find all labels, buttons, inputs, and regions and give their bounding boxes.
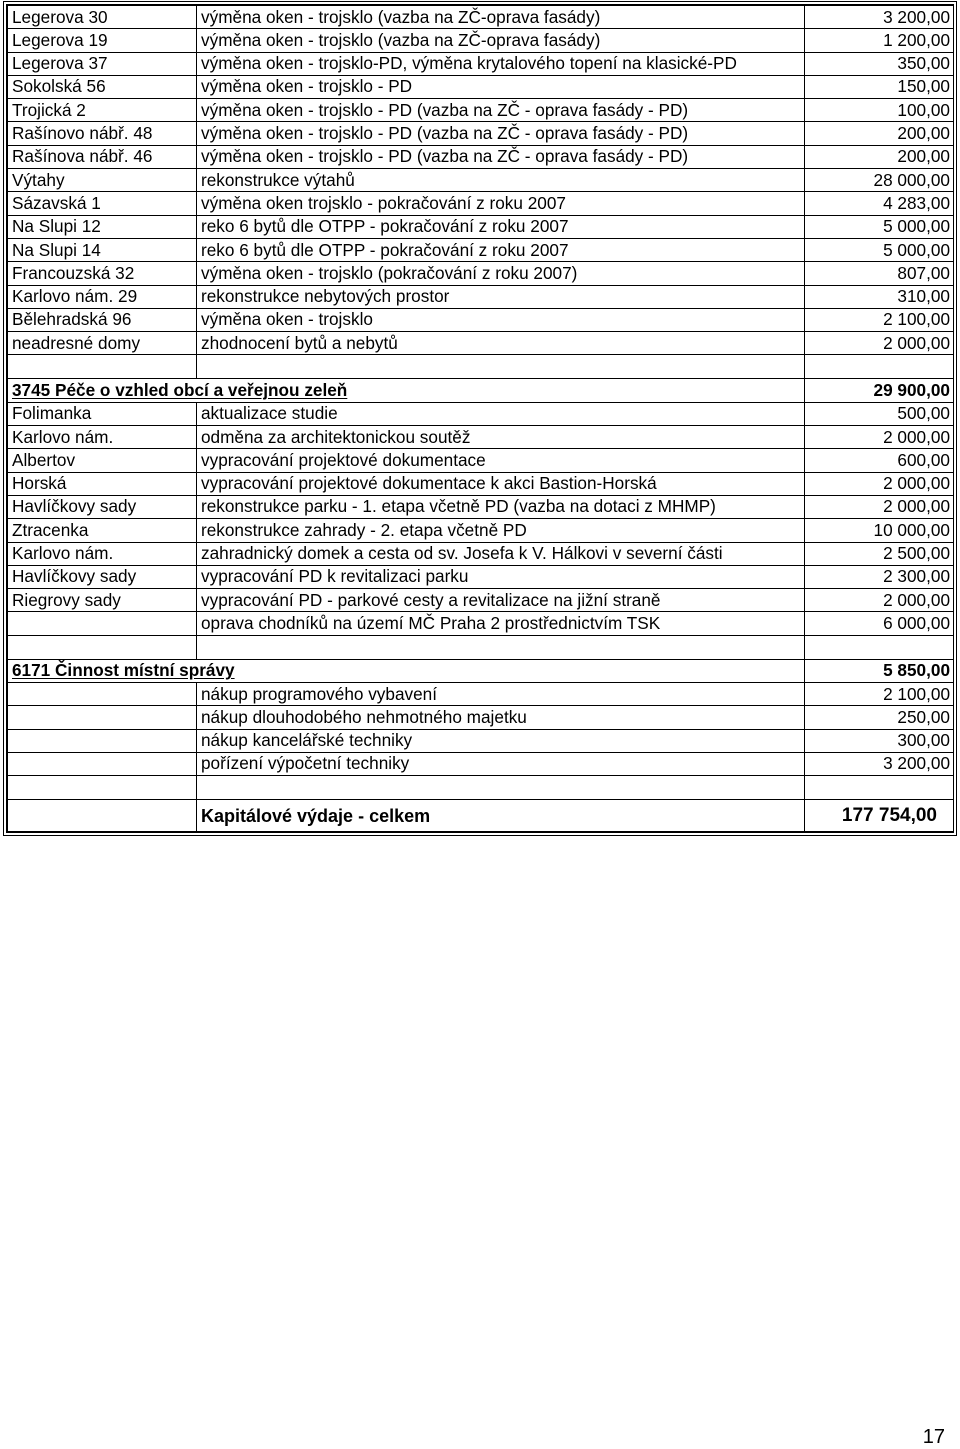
location-cell	[8, 612, 197, 635]
location-cell: Sokolská 56	[8, 75, 197, 98]
table-row	[8, 332, 954, 355]
location-cell: Folimanka	[8, 402, 197, 425]
empty-cell	[8, 355, 197, 379]
description-cell: výměna oken - trojsklo	[197, 308, 805, 331]
location-cell: Výtahy	[8, 169, 197, 192]
grand-total-row	[8, 800, 954, 832]
table-row	[8, 519, 954, 542]
amount-cell: 3 200,00	[805, 752, 954, 775]
description-cell: rekonstrukce nebytových prostor	[197, 285, 805, 308]
location-cell: Legerova 19	[8, 29, 197, 52]
description-cell: odměna za architektonickou soutěž	[197, 426, 805, 449]
description-cell: vypracování projektové dokumentace k akci Bastion-Horská	[197, 472, 805, 495]
spacer-row	[8, 355, 954, 379]
description-cell: aktualizace studie	[197, 402, 805, 425]
spacer-row	[8, 635, 954, 659]
section-header-row	[8, 659, 954, 682]
empty-cell	[8, 800, 197, 832]
amount-cell: 200,00	[805, 122, 954, 145]
table-row	[8, 285, 954, 308]
description-cell: pořízení výpočetní techniky	[197, 752, 805, 775]
amount-cell: 600,00	[805, 449, 954, 472]
location-cell	[8, 752, 197, 775]
empty-cell	[197, 635, 805, 659]
amount-cell: 28 000,00	[805, 169, 954, 192]
amount-cell: 500,00	[805, 402, 954, 425]
location-cell: Karlovo nám.	[8, 542, 197, 565]
location-cell: Na Slupi 14	[8, 238, 197, 261]
amount-cell: 2 100,00	[805, 308, 954, 331]
description-cell: výměna oken - trojsklo (vazba na ZČ-oprava fasády)	[197, 29, 805, 52]
page-number: 17	[922, 1426, 945, 1448]
grand-total-label: Kapitálové výdaje - celkem	[197, 800, 805, 832]
table-row	[8, 6, 954, 29]
amount-cell: 200,00	[805, 145, 954, 168]
location-cell: Rašínova nábř. 46	[8, 145, 197, 168]
table-row	[8, 99, 954, 122]
description-cell: reko 6 bytů dle OTPP - pokračování z roku 2007	[197, 215, 805, 238]
table-row	[8, 729, 954, 752]
table-row	[8, 29, 954, 52]
location-cell: Horská	[8, 472, 197, 495]
amount-cell: 10 000,00	[805, 519, 954, 542]
location-cell	[8, 729, 197, 752]
description-cell: výměna oken - trojsklo - PD (vazba na ZČ - oprava fasády - PD)	[197, 122, 805, 145]
table-row	[8, 215, 954, 238]
location-cell	[8, 706, 197, 729]
amount-cell: 350,00	[805, 52, 954, 75]
table-row	[8, 402, 954, 425]
spacer-row	[8, 776, 954, 800]
table-row	[8, 449, 954, 472]
location-cell: Albertov	[8, 449, 197, 472]
description-cell: výměna oken - trojsklo - PD	[197, 75, 805, 98]
location-cell	[8, 683, 197, 706]
location-cell: Francouzská 32	[8, 262, 197, 285]
section-title: 3745 Péče o vzhled obcí a veřejnou zeleň	[8, 379, 805, 402]
amount-cell: 2 000,00	[805, 426, 954, 449]
location-cell: Sázavská 1	[8, 192, 197, 215]
empty-cell	[8, 776, 197, 800]
table-row	[8, 495, 954, 518]
location-cell: Legerova 30	[8, 6, 197, 29]
table-row	[8, 542, 954, 565]
description-cell: rekonstrukce parku - 1. etapa včetně PD (vazba na dotaci z MHMP)	[197, 495, 805, 518]
table-row	[8, 308, 954, 331]
table-row	[8, 472, 954, 495]
location-cell: Havlíčkovy sady	[8, 565, 197, 588]
location-cell: Ztracenka	[8, 519, 197, 542]
amount-cell: 807,00	[805, 262, 954, 285]
table-row	[8, 52, 954, 75]
description-cell: nákup programového vybavení	[197, 683, 805, 706]
description-cell: vypracování PD k revitalizaci parku	[197, 565, 805, 588]
description-cell: zhodnocení bytů a nebytů	[197, 332, 805, 355]
location-cell: Na Slupi 12	[8, 215, 197, 238]
location-cell: Karlovo nám.	[8, 426, 197, 449]
amount-cell: 2 000,00	[805, 589, 954, 612]
budget-table-body	[8, 6, 954, 832]
location-cell: Bělehradská 96	[8, 308, 197, 331]
amount-cell: 6 000,00	[805, 612, 954, 635]
amount-cell: 3 200,00	[805, 6, 954, 29]
location-cell: Havlíčkovy sady	[8, 495, 197, 518]
table-row	[8, 262, 954, 285]
location-cell: Karlovo nám. 29	[8, 285, 197, 308]
empty-cell	[805, 355, 954, 379]
table-row	[8, 589, 954, 612]
empty-cell	[197, 355, 805, 379]
description-cell: nákup dlouhodobého nehmotného majetku	[197, 706, 805, 729]
description-cell: výměna oken trojsklo - pokračování z roku 2007	[197, 192, 805, 215]
section-total: 29 900,00	[805, 379, 954, 402]
amount-cell: 2 000,00	[805, 472, 954, 495]
table-row	[8, 706, 954, 729]
description-cell: výměna oken - trojsklo (pokračování z roku 2007)	[197, 262, 805, 285]
amount-cell: 2 000,00	[805, 495, 954, 518]
amount-cell: 4 283,00	[805, 192, 954, 215]
empty-cell	[805, 776, 954, 800]
amount-cell: 1 200,00	[805, 29, 954, 52]
table-row	[8, 612, 954, 635]
amount-cell: 2 500,00	[805, 542, 954, 565]
budget-table-grid	[7, 5, 954, 832]
amount-cell: 2 100,00	[805, 683, 954, 706]
description-cell: zahradnický domek a cesta od sv. Josefa k V. Hálkovi v severní části	[197, 542, 805, 565]
table-row	[8, 565, 954, 588]
description-cell: výměna oken - trojsklo (vazba na ZČ-oprava fasády)	[197, 6, 805, 29]
description-cell: oprava chodníků na území MČ Praha 2 prostřednictvím TSK	[197, 612, 805, 635]
description-cell: vypracování projektové dokumentace	[197, 449, 805, 472]
location-cell: Rašínovo nábř. 48	[8, 122, 197, 145]
budget-table	[3, 1, 957, 836]
description-cell: reko 6 bytů dle OTPP - pokračování z roku 2007	[197, 238, 805, 261]
location-cell: Legerova 37	[8, 52, 197, 75]
amount-cell: 2 000,00	[805, 332, 954, 355]
table-row	[8, 75, 954, 98]
description-cell: rekonstrukce zahrady - 2. etapa včetně PD	[197, 519, 805, 542]
amount-cell: 5 000,00	[805, 215, 954, 238]
description-cell: výměna oken - trojsklo-PD, výměna krytalového topení na klasické-PD	[197, 52, 805, 75]
section-header-row	[8, 379, 954, 402]
table-row	[8, 169, 954, 192]
location-cell: neadresné domy	[8, 332, 197, 355]
location-cell: Trojická 2	[8, 99, 197, 122]
empty-cell	[8, 635, 197, 659]
table-row	[8, 122, 954, 145]
amount-cell: 250,00	[805, 706, 954, 729]
table-row	[8, 238, 954, 261]
empty-cell	[805, 635, 954, 659]
description-cell: výměna oken - trojsklo - PD (vazba na ZČ - oprava fasády - PD)	[197, 145, 805, 168]
table-row	[8, 192, 954, 215]
section-total: 5 850,00	[805, 659, 954, 682]
amount-cell: 2 300,00	[805, 565, 954, 588]
amount-cell: 5 000,00	[805, 238, 954, 261]
section-title: 6171 Činnost místní správy	[8, 659, 805, 682]
description-cell: rekonstrukce výtahů	[197, 169, 805, 192]
grand-total-amount: 177 754,00	[805, 800, 954, 832]
table-row	[8, 752, 954, 775]
amount-cell: 100,00	[805, 99, 954, 122]
amount-cell: 300,00	[805, 729, 954, 752]
description-cell: výměna oken - trojsklo - PD (vazba na ZČ - oprava fasády - PD)	[197, 99, 805, 122]
description-cell: nákup kancelářské techniky	[197, 729, 805, 752]
table-row	[8, 683, 954, 706]
location-cell: Riegrovy sady	[8, 589, 197, 612]
table-row	[8, 145, 954, 168]
empty-cell	[197, 776, 805, 800]
description-cell: vypracování PD - parkové cesty a revitalizace na jižní straně	[197, 589, 805, 612]
amount-cell: 150,00	[805, 75, 954, 98]
amount-cell: 310,00	[805, 285, 954, 308]
table-row	[8, 426, 954, 449]
